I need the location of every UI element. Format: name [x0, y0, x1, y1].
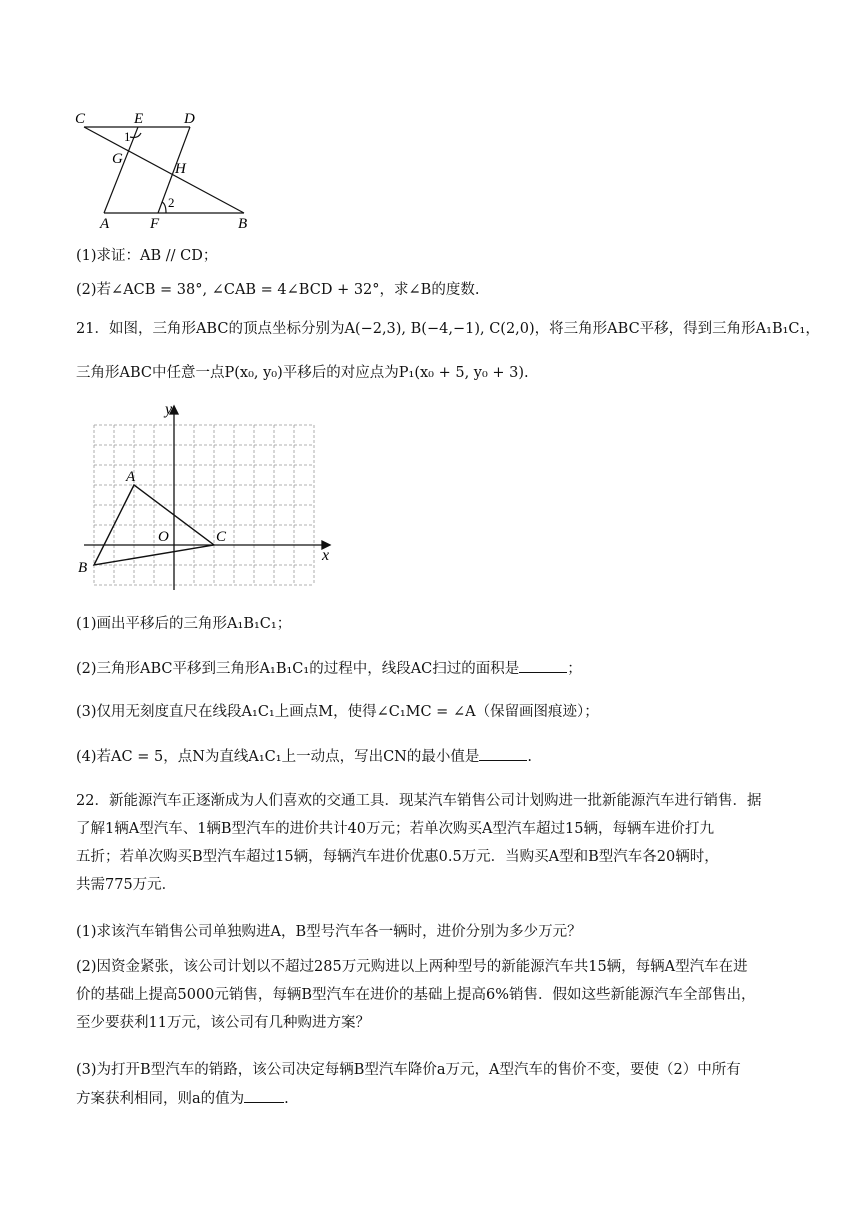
q22-part3-line1: (3)为打开B型汽车的销路，该公司决定每辆B型汽车降价a万元，A型汽车的售价不变，要使（2）中所有 — [76, 1062, 741, 1078]
q22-line1: 22．新能源汽车正逐渐成为人们喜欢的交通工具．现某汽车销售公司计划购进一批新能源汽车进行销售．据 — [76, 793, 762, 809]
q22-part3-answer-blank[interactable] — [244, 1088, 284, 1103]
angle-2-arc — [162, 202, 166, 213]
q20-part1: (1)求证：AB // CD； — [76, 248, 218, 264]
label-d: D — [184, 111, 195, 127]
q21-part3: (3)仅用无刻度直尺在线段A₁C₁上画点M，使得∠C₁MC = ∠A（保留画图痕迹）； — [76, 704, 599, 720]
q22-line3: 五折；若单次购买B型汽车超过15辆，每辆汽车进价优惠0.5万元．当购买A型和B型汽车各20辆时， — [76, 849, 719, 865]
q22-part3-line2 — [76, 1088, 289, 1109]
grid-lines — [94, 425, 314, 585]
q22-part3-text: 方案获利相同，则a的值为 — [76, 1091, 245, 1107]
q22-part2-line3: 至少要获利11万元，该公司有几种购进方案？ — [76, 1015, 370, 1031]
label-e: E — [134, 111, 144, 127]
point-c-label: C — [216, 529, 227, 545]
label-angle-2: 2 — [168, 195, 175, 210]
y-axis-label: y — [165, 401, 173, 418]
point-b-label: B — [78, 560, 88, 576]
label-angle-1: 1 — [124, 129, 131, 144]
q22-line2: 了解1辆A型汽车、1辆B型汽车的进价共计40万元；若单次购买A型汽车超过15辆，每辆车进价打九 — [76, 821, 714, 837]
q21-part2 — [76, 658, 582, 679]
q21-part1: (1)画出平移后的三角形A₁B₁C₁； — [76, 616, 292, 632]
label-c: C — [75, 111, 86, 127]
label-h: H — [175, 161, 186, 177]
q21-part2-answer-blank[interactable] — [519, 658, 567, 673]
geometry-figure-1 — [70, 105, 280, 235]
q22-part2-line2: 价的基础上提高5000元销售，每辆B型汽车在进价的基础上提高6%销售．假如这些新能源汽车全部售出， — [76, 987, 756, 1003]
q21-part4-end: . — [527, 749, 532, 765]
coordinate-grid-figure — [72, 400, 342, 595]
q22-part3-end: . — [284, 1091, 289, 1107]
label-g: G — [112, 151, 123, 167]
q21-part2-end: ； — [567, 661, 582, 677]
q21-part4 — [76, 746, 532, 767]
q21-part4-text: (4)若AC = 5，点N为直线A₁C₁上一动点，写出CN的最小值是 — [76, 749, 480, 765]
q21-line2: 三角形ABC中任意一点P(x₀, y₀)平移后的对应点为P₁(x₀ + 5, y₀ + 3). — [76, 365, 529, 381]
origin-label: O — [158, 529, 169, 545]
label-a: A — [100, 216, 110, 232]
q21-part2-text: (2)三角形ABC平移到三角形A₁B₁C₁的过程中，线段AC扫过的面积是 — [76, 661, 520, 677]
point-a-label: A — [126, 469, 136, 485]
q22-part1: (1)求该汽车销售公司单独购进A，B型号汽车各一辆时，进价分别为多少万元？ — [76, 924, 582, 940]
x-axis-label: x — [322, 547, 330, 564]
q22-line4: 共需775万元． — [76, 877, 177, 893]
q21-part4-answer-blank[interactable] — [479, 746, 527, 761]
q21-line1: 21．如图，三角形ABC的顶点坐标分别为A(−2,3), B(−4,−1), C(2,0)，将三角形ABC平移，得到三角形A₁B₁C₁， — [76, 321, 820, 337]
label-b: B — [238, 216, 248, 232]
q22-part2-line1: (2)因资金紧张，该公司计划以不超过285万元购进以上两种型号的新能源汽车共15辆，每辆A型汽车在进 — [76, 959, 748, 975]
label-f: F — [150, 216, 160, 232]
q20-part2: (2)若∠ACB = 38°, ∠CAB = 4∠BCD + 32°，求∠B的度数. — [76, 282, 480, 298]
line-cb — [84, 127, 244, 213]
